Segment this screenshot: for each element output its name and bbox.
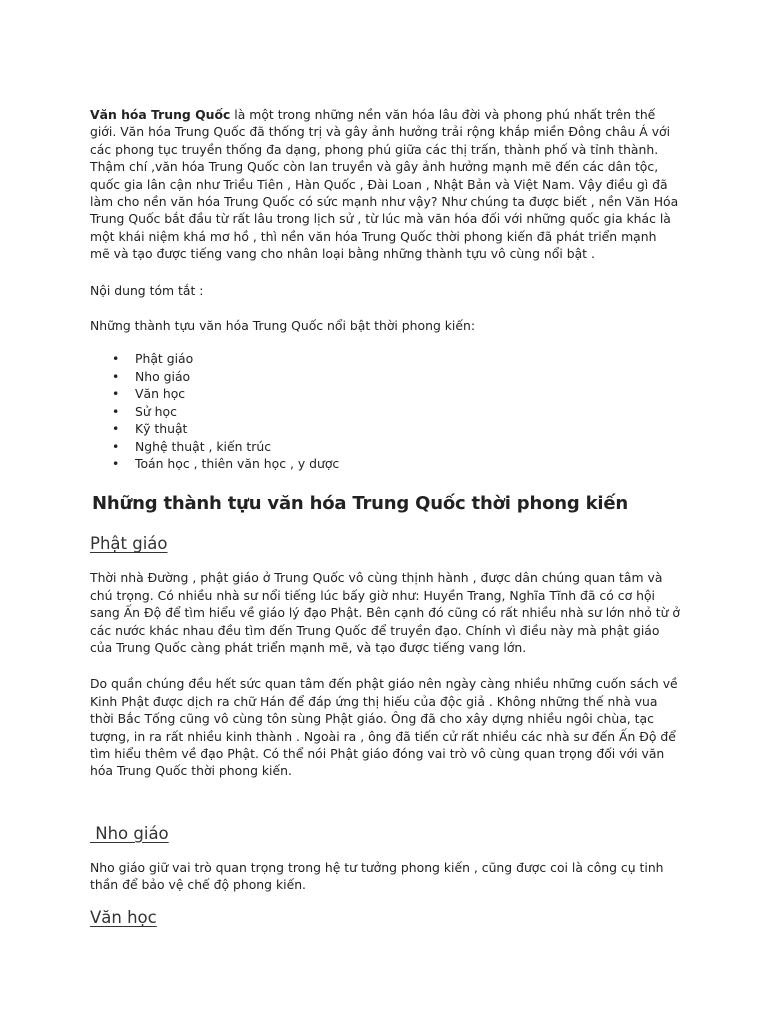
list-item: • Nho giáo bbox=[90, 368, 680, 385]
intro-text: là một trong những nền văn hóa lâu đời và phong phú nhất trên thế giới. Văn hóa Trung Quốc đã thống trị và gây ảnh hưởng trải rộng khắp miền Đông châu Á với các phong tục truyền thống đa dạng, phong phú giữa các thị trấn, thành phố và tỉnh thành. Thậm chí ,văn hóa Trung Quốc còn lan truyền và gây ảnh hưởng mạnh mẽ đến các dân tộc, quốc gia lân cận như Triều Tiên , Hàn Quốc , Đài Loan , Nhật Bản và Việt Nam. Vậy điều gì đã làm cho nền văn hóa Trung Quốc có sức mạnh như vậy? Như chúng ta được biết , nền Văn Hóa Trung Quốc bắt đầu từ rất lâu trong lịch sử , từ lúc mà văn hóa đối với những quốc gia khác là một khái niệm khá mơ hồ , thì nền văn hóa Trung Quốc thời phong kiến đã phát triển mạnh mẽ và tạo được tiếng vang cho nhân loại bằng những thành tựu vô cùng nổi bật . bbox=[90, 107, 679, 262]
achievements-list bbox=[90, 350, 680, 472]
section-heading-nho-giao: Nho giáo bbox=[90, 823, 169, 843]
list-item: • Văn học bbox=[90, 385, 680, 402]
list-item: • Phật giáo bbox=[90, 350, 680, 367]
intro-bold-term: Văn hóa Trung Quốc bbox=[90, 107, 231, 122]
list-item: • Nghệ thuật , kiến trúc bbox=[90, 438, 680, 455]
section-heading-phat-giao: Phật giáo bbox=[90, 534, 168, 554]
list-item: • Kỹ thuật bbox=[90, 420, 680, 437]
summary-label: Nội dung tóm tắt : bbox=[90, 282, 204, 298]
list-heading: Những thành tựu văn hóa Trung Quốc nổi bật thời phong kiến: bbox=[90, 318, 476, 334]
phat-giao-paragraph-2: Do quần chúng đều hết sức quan tâm đến phật giáo nên ngày càng nhiều những cuốn sách về Kinh Phật được dịch ra chữ Hán để đáp ứng thị hiếu của độc giả . Không những thế nhà vua thời Bắc Tống cũng vô cùng tôn sùng Phật giáo. Ông đã cho xây dựng nhiều ngôi chùa, tạc tượng, in ra rất nhiều kinh thành . Ngoài ra , ông đã tiến cử rất nhiều các nhà sư đến Ấn Độ để tìm hiểu thêm về đạo Phật. Có thể nói Phật giáo đóng vai trò vô cùng quan trọng đối với văn hóa Trung Quốc thời phong kiến. bbox=[90, 676, 678, 779]
nho-giao-paragraph: Nho giáo giữ vai trò quan trọng trong hệ tư tưởng phong kiến , cũng được coi là công cụ tinh thần để bảo vệ chế độ phong kiến. bbox=[90, 859, 664, 893]
list-item: • Sử học bbox=[90, 403, 680, 420]
phat-giao-paragraph-1: Thời nhà Đường , phật giáo ở Trung Quốc vô cùng thịnh hành , được dân chúng quan tâm và chú trọng. Có nhiều nhà sư nổi tiếng lúc bấy giờ như: Huyền Trang, Nghĩa Tĩnh đã có cơ hội sang Ấn Độ để tìm hiểu về giáo lý đạo Phật. Bên cạnh đó cũng có rất nhiều nhà sư lớn nhỏ từ ở các nước khác nhau đều tìm đến Trung Quốc để truyền đạo. Chính vì điều này mà phật giáo của Trung Quốc càng phát triển mạnh mẽ, và tạo được tiếng vang lớn. bbox=[90, 570, 681, 655]
main-heading: Những thành tựu văn hóa Trung Quốc thời phong kiến bbox=[92, 493, 628, 515]
section-heading-van-hoc: Văn học bbox=[90, 907, 157, 927]
intro-paragraph bbox=[90, 106, 680, 263]
list-item: • Toán học , thiên văn học , y dược bbox=[90, 455, 680, 472]
